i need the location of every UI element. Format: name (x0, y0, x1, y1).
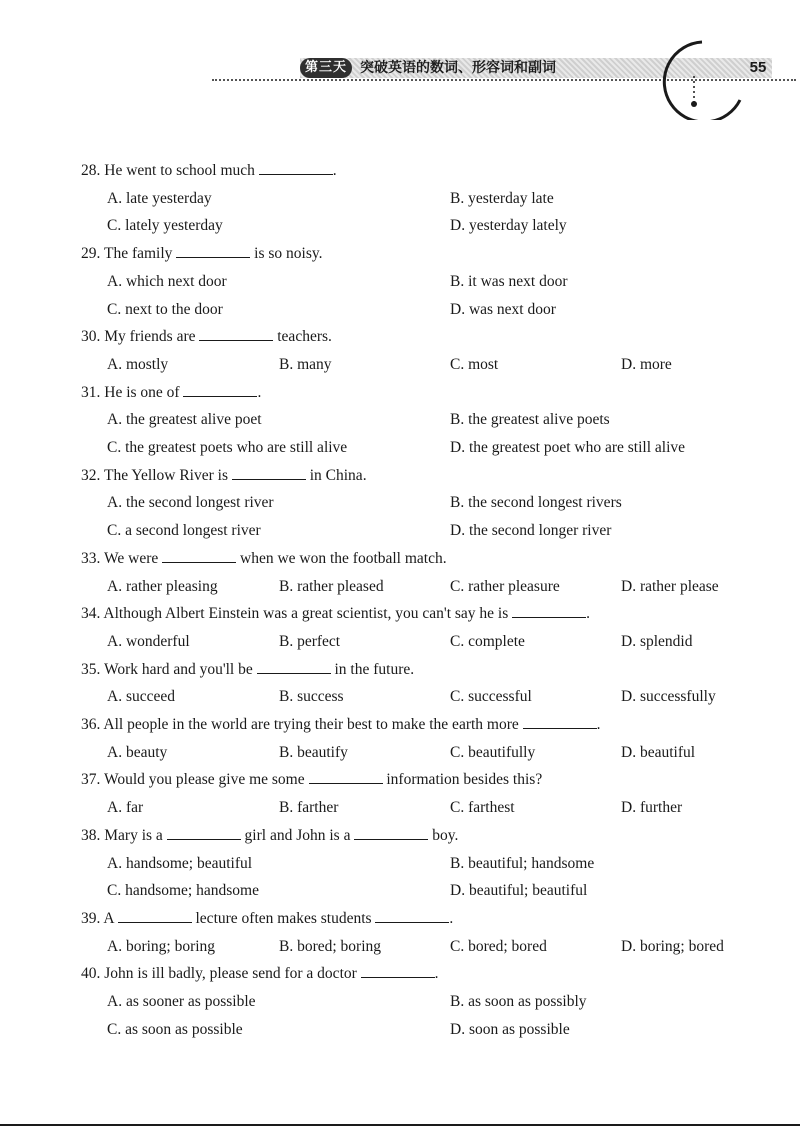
question-number: 30. (81, 328, 101, 346)
answer-option: A. handsome; beautiful (107, 854, 253, 872)
question-text: . (257, 383, 262, 401)
answer-option: A. wonderful (107, 632, 190, 650)
question-text: Would you please give me some (103, 771, 305, 789)
answer-option: B. farther (279, 799, 339, 817)
answer-option: B. success (279, 688, 344, 706)
answer-option: C. successful (450, 688, 532, 706)
question-stem (81, 963, 439, 985)
answer-option: A. the greatest alive poet (107, 411, 262, 429)
answer-option: C. the greatest poets who are still alive (107, 439, 348, 456)
answer-blank (309, 769, 383, 784)
answer-option: A. late yesterday (107, 189, 212, 207)
question-number: 34. (81, 605, 101, 623)
answer-blank (232, 465, 306, 480)
question-text: He went to school much (104, 162, 255, 179)
chapter-title: 突破英语的数词、形容词和副词 (360, 60, 556, 76)
question-text: . (596, 716, 601, 733)
answer-option: D. beautiful (621, 743, 696, 761)
question-text: The Yellow River is (103, 466, 228, 484)
answer-blank (375, 908, 449, 923)
question-text: boy. (432, 826, 459, 844)
answer-option: A. beauty (107, 743, 168, 761)
answer-option: B. it was next door (450, 272, 568, 290)
answer-option: A. far (107, 799, 144, 817)
question-text: in China. (309, 466, 367, 484)
answer-option: D. beautiful; beautiful (450, 882, 588, 900)
answer-option: A. rather pleasing (107, 577, 218, 595)
question-stem (81, 825, 458, 847)
question-text: in the future. (334, 660, 415, 678)
question-number: 39. (81, 909, 101, 927)
question-number: 37. (81, 771, 101, 789)
question-text: Although Albert Einstein was a great scientist, you can't say he is (103, 605, 509, 623)
answer-option: B. perfect (279, 632, 341, 650)
question-number: 33. (81, 549, 101, 567)
question-text: The family (103, 245, 173, 263)
question-stem (81, 465, 367, 487)
question-stem (81, 160, 337, 182)
answer-option: B. beautify (279, 743, 348, 761)
answer-option: D. yesterday lately (450, 217, 567, 235)
answer-option: D. rather please (621, 577, 719, 595)
answer-option: D. further (621, 799, 683, 817)
question-text: We were (103, 549, 159, 567)
answer-option: D. more (621, 355, 672, 373)
page-header (0, 0, 800, 110)
question-text: A (103, 909, 114, 927)
question-text: teachers. (277, 328, 332, 346)
answer-blank (512, 603, 586, 618)
question-text: lecture often makes students (195, 909, 372, 927)
answer-blank (354, 825, 428, 840)
question-text: John is ill badly, please send for a doctor (104, 965, 357, 983)
answer-option: D. soon as possible (450, 1020, 570, 1038)
answer-option: B. as soon as possibly (450, 993, 587, 1010)
answer-blank (118, 908, 192, 923)
question-number: 38. (81, 826, 101, 844)
answer-blank (162, 548, 236, 563)
answer-option: C. handsome; handsome (107, 882, 259, 900)
question-number: 35. (81, 660, 101, 678)
answer-option: A. the second longest river (107, 494, 274, 512)
answer-option: B. beautiful; handsome (450, 854, 595, 872)
question-text: My friends are (104, 328, 196, 346)
answer-option: D. boring; bored (621, 937, 724, 955)
answer-blank (257, 659, 331, 674)
answer-option: A. boring; boring (107, 937, 216, 955)
question-text: when we won the football match. (240, 549, 447, 567)
question-text: . (332, 162, 337, 179)
question-number: 32. (81, 466, 101, 484)
answer-option: C. lately yesterday (107, 217, 223, 235)
answer-option: C. beautifully (450, 743, 536, 761)
answer-option: D. was next door (450, 300, 556, 318)
answer-option: D. splendid (621, 632, 693, 650)
question-number: 29. (81, 245, 101, 263)
question-stem (81, 908, 453, 930)
question-number: 28. (81, 162, 101, 179)
chapter-label: 第三天 (300, 58, 352, 78)
answer-option: C. a second longest river (107, 522, 261, 540)
question-text: girl and John is a (244, 826, 351, 844)
answer-option: B. the second longest rivers (450, 494, 622, 512)
answer-blank (259, 160, 333, 175)
answer-blank (167, 825, 241, 840)
question-number: 40. (81, 965, 101, 983)
answer-option: B. the greatest alive poets (450, 411, 610, 429)
answer-option: B. many (279, 355, 332, 373)
answer-blank (523, 714, 597, 729)
question-text: . (434, 965, 439, 983)
answer-option: C. complete (450, 632, 525, 650)
question-stem (81, 243, 323, 265)
answer-option: D. the greatest poet who are still alive (450, 439, 686, 456)
answer-blank (183, 382, 257, 397)
answer-option: A. mostly (107, 355, 169, 373)
question-stem (81, 548, 447, 570)
question-stem (81, 769, 542, 791)
question-text: . (449, 909, 454, 927)
question-text: is so noisy. (254, 245, 323, 263)
bottom-rule (0, 1124, 800, 1126)
question-text: Mary is a (104, 826, 163, 844)
answer-option: C. as soon as possible (107, 1020, 243, 1038)
answer-option: A. succeed (107, 688, 175, 706)
answer-blank (361, 963, 435, 978)
answer-option: D. successfully (621, 688, 716, 706)
question-stem (81, 603, 590, 625)
question-stem (81, 326, 332, 348)
answer-option: C. next to the door (107, 300, 223, 318)
answer-option: A. as sooner as possible (107, 993, 256, 1010)
answer-option: B. rather pleased (279, 577, 384, 595)
question-stem (81, 714, 601, 736)
answer-option: B. bored; boring (279, 937, 382, 955)
question-number: 36. (81, 716, 101, 733)
question-stem (81, 659, 414, 681)
question-text: . (586, 605, 591, 623)
answer-option: D. the second longer river (450, 522, 612, 540)
answer-blank (176, 243, 250, 258)
question-text: He is one of (104, 383, 180, 401)
question-text: Work hard and you'll be (103, 660, 253, 678)
answer-blank (199, 326, 273, 341)
answer-option: A. which next door (107, 272, 227, 290)
question-text: All people in the world are trying their best to make the earth more (103, 716, 519, 733)
answer-option: C. most (450, 355, 499, 373)
answer-option: C. bored; bored (450, 937, 547, 955)
answer-option: C. farthest (450, 799, 515, 817)
question-stem (81, 382, 261, 404)
question-number: 31. (81, 383, 101, 401)
answer-option: B. yesterday late (450, 189, 554, 207)
question-text: information besides this? (386, 771, 543, 789)
answer-option: C. rather pleasure (450, 577, 560, 595)
page-number: 55 (749, 59, 767, 76)
